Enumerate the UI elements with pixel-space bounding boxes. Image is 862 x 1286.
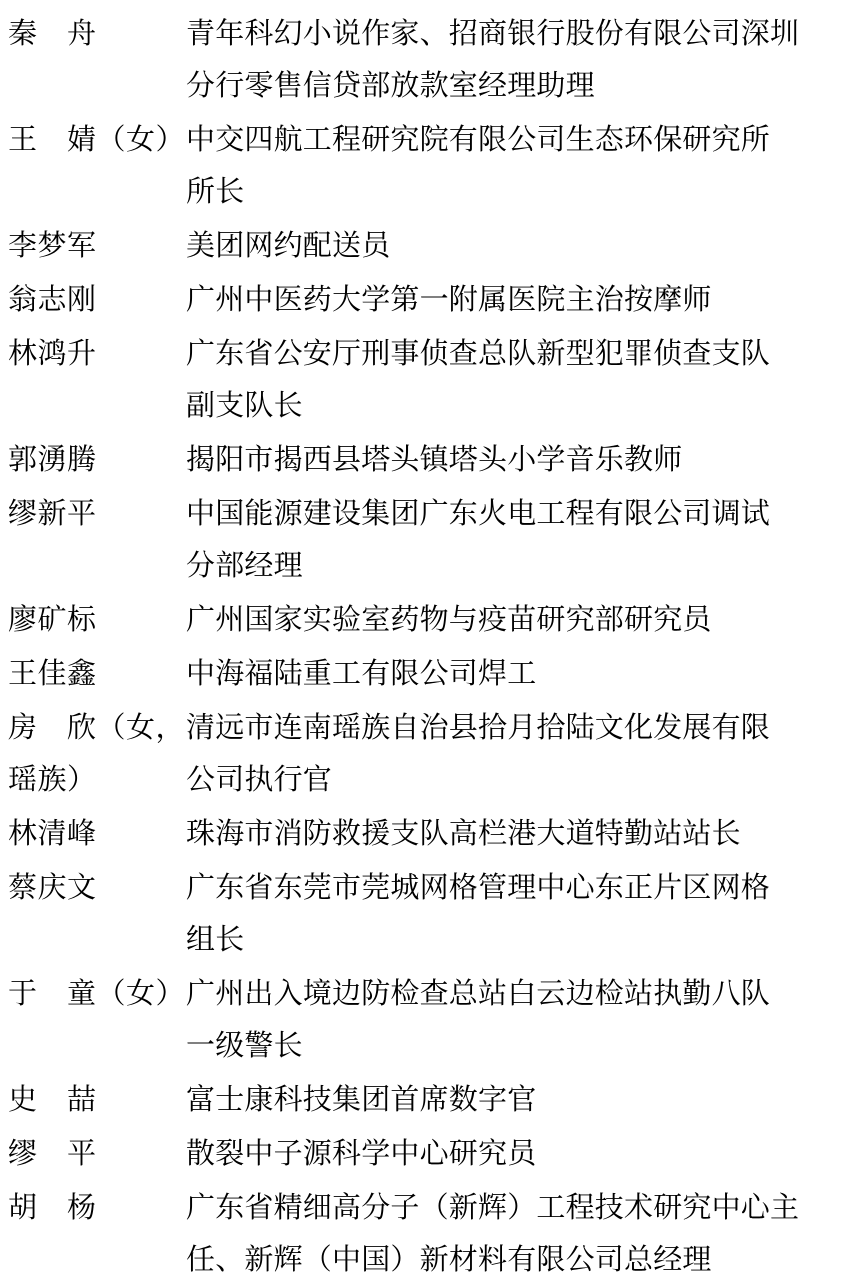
- honoree-name-line: 胡 杨: [8, 1192, 97, 1224]
- honoree-title-line: 广东省公安厅刑事侦查总队新型犯罪侦查支队: [186, 338, 771, 370]
- honoree-title: [186, 594, 846, 646]
- honoree-title-line: 清远市连南瑶族自治县拾月拾陆文化发展有限: [186, 712, 771, 744]
- honoree-title: [186, 8, 846, 112]
- honoree-name-line: 林清峰: [8, 818, 97, 850]
- list-item: [8, 1074, 846, 1126]
- honoree-title-line: 副支队长: [186, 390, 303, 422]
- honoree-title-line: 揭阳市揭西县塔头镇塔头小学音乐教师: [186, 444, 683, 476]
- honoree-name-line: 史 喆: [8, 1084, 97, 1116]
- honoree-title: [186, 1182, 846, 1286]
- honoree-name-line: 缪新平: [8, 498, 97, 530]
- list-item: [8, 114, 846, 218]
- list-item: [8, 220, 846, 272]
- honoree-title-line: 青年科幻小说作家、招商银行股份有限公司深圳: [186, 18, 800, 50]
- honoree-name: [8, 328, 186, 380]
- honoree-title-line: 广州中医药大学第一附属医院主治按摩师: [186, 284, 712, 316]
- honoree-name-line: 郭湧腾: [8, 444, 97, 476]
- honoree-title: [186, 702, 846, 806]
- honoree-title-line: 广东省东莞市莞城网格管理中心东正片区网格: [186, 872, 771, 904]
- honoree-name-line: 蔡庆文: [8, 872, 97, 904]
- honoree-title-line: 组长: [186, 924, 245, 956]
- honoree-title: [186, 328, 846, 432]
- honoree-title: [186, 274, 846, 326]
- honoree-name: [8, 808, 186, 860]
- list-item: [8, 702, 846, 806]
- honoree-name-line: 房 欣（女，: [8, 712, 186, 744]
- list-item: [8, 808, 846, 860]
- honoree-title-line: 中国能源建设集团广东火电工程有限公司调试: [186, 498, 771, 530]
- honoree-title-line: 中海福陆重工有限公司焊工: [186, 658, 537, 690]
- honoree-name: [8, 702, 186, 806]
- honoree-title: [186, 808, 846, 860]
- honoree-title: [186, 862, 846, 966]
- list-item: [8, 488, 846, 592]
- honoree-name: [8, 1182, 186, 1234]
- honoree-list: [8, 8, 846, 1286]
- honoree-name: [8, 434, 186, 486]
- honoree-name-line: 李梦军: [8, 230, 97, 262]
- honoree-name-line: 王 婧（女）: [8, 124, 186, 156]
- honoree-title: [186, 648, 846, 700]
- honoree-title: [186, 1128, 846, 1180]
- honoree-title-line: 散裂中子源科学中心研究员: [186, 1138, 537, 1170]
- honoree-name: [8, 648, 186, 700]
- honoree-title-line: 分行零售信贷部放款室经理助理: [186, 70, 595, 102]
- honoree-title: [186, 968, 846, 1072]
- honoree-name-line: 林鸿升: [8, 338, 97, 370]
- honoree-title-line: 任、新辉（中国）新材料有限公司总经理: [186, 1244, 712, 1276]
- honoree-title-line: 珠海市消防救援支队高栏港大道特勤站站长: [186, 818, 741, 850]
- honoree-title-line: 广州国家实验室药物与疫苗研究部研究员: [186, 604, 712, 636]
- honoree-name: [8, 274, 186, 326]
- honoree-title-line: 分部经理: [186, 550, 303, 582]
- honoree-title-line: 一级警长: [186, 1030, 303, 1062]
- honoree-title: [186, 114, 846, 218]
- list-item: [8, 434, 846, 486]
- honoree-title: [186, 488, 846, 592]
- list-item: [8, 594, 846, 646]
- honoree-title: [186, 220, 846, 272]
- list-item: [8, 274, 846, 326]
- list-item: [8, 968, 846, 1072]
- honoree-name-line: 缪 平: [8, 1138, 97, 1170]
- honoree-name: [8, 1128, 186, 1180]
- honoree-name: [8, 220, 186, 272]
- honoree-name-line: 王佳鑫: [8, 658, 97, 690]
- list-item: [8, 8, 846, 112]
- honoree-title-line: 广州出入境边防检查总站白云边检站执勤八队: [186, 978, 771, 1010]
- list-item: [8, 1182, 846, 1286]
- honoree-title-line: 所长: [186, 176, 245, 208]
- honoree-title: [186, 434, 846, 486]
- honoree-title-line: 广东省精细高分子（新辉）工程技术研究中心主: [186, 1192, 800, 1224]
- honoree-name-line: 于 童（女）: [8, 978, 186, 1010]
- honoree-name: [8, 862, 186, 914]
- honoree-title-line: 中交四航工程研究院有限公司生态环保研究所: [186, 124, 771, 156]
- honoree-title-line: 公司执行官: [186, 764, 333, 796]
- honoree-name-line: 翁志刚: [8, 284, 97, 316]
- list-item: [8, 1128, 846, 1180]
- honoree-title-line: 富士康科技集团首席数字官: [186, 1084, 537, 1116]
- list-item: [8, 328, 846, 432]
- honoree-name-line: 秦 舟: [8, 18, 97, 50]
- honoree-name-line: 廖矿标: [8, 604, 97, 636]
- honoree-name: [8, 8, 186, 60]
- honoree-name: [8, 594, 186, 646]
- list-item: [8, 648, 846, 700]
- honoree-title: [186, 1074, 846, 1126]
- honoree-title-line: 美团网约配送员: [186, 230, 391, 262]
- list-item: [8, 862, 846, 966]
- honoree-name: [8, 488, 186, 540]
- honoree-name: [8, 968, 186, 1020]
- honoree-name: [8, 1074, 186, 1126]
- honoree-name: [8, 114, 186, 166]
- honoree-name-line: 瑶族）: [8, 764, 97, 796]
